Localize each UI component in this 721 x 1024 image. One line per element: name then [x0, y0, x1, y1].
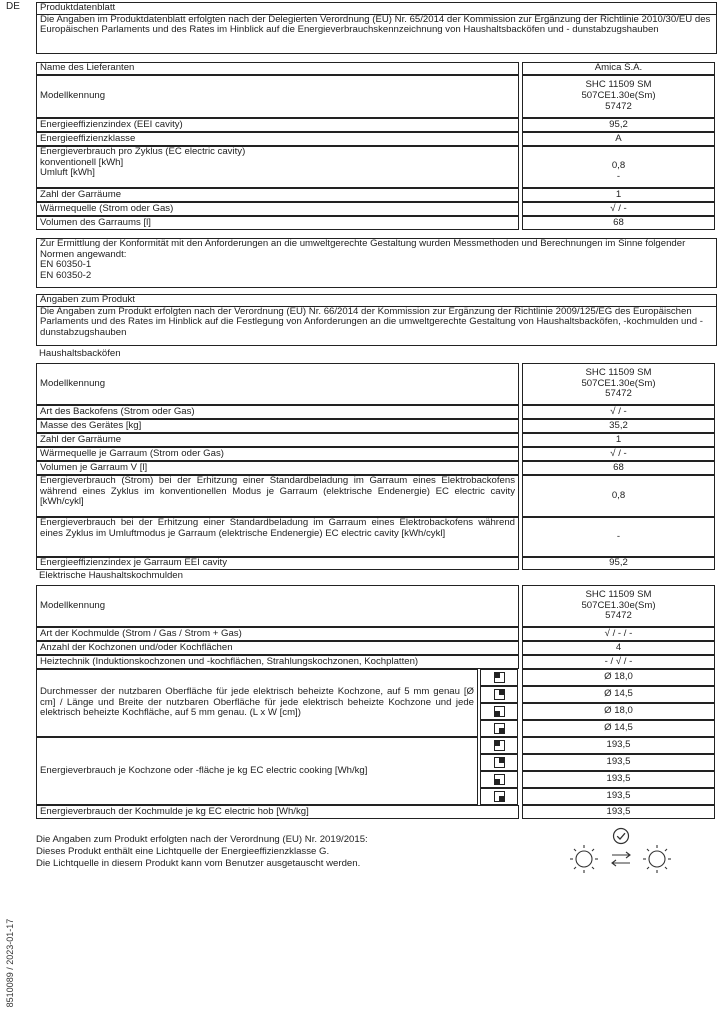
- oven-eei-value: 95,2: [522, 557, 715, 570]
- diameter-value: Ø 14,5: [522, 720, 715, 737]
- cavities-value: 1: [522, 188, 715, 202]
- heat-source-value: √ / -: [522, 202, 715, 216]
- oven-heat-label: Wärmequelle je Garraum (Strom oder Gas): [36, 447, 519, 461]
- hob-model-label: Modellkennung: [36, 585, 519, 627]
- language-code: DE: [6, 1, 20, 12]
- table-row: [36, 655, 717, 669]
- supplier-value: Amica S.A.: [522, 62, 715, 75]
- table-row: [36, 433, 717, 447]
- table-row: [36, 216, 717, 230]
- table-row: [36, 75, 717, 118]
- oven-volume-label: Volumen je Garraum V [l]: [36, 461, 519, 475]
- oven-model-label: Modellkennung: [36, 363, 519, 405]
- conventional-consumption-label: Energieverbrauch (Strom) bei der Erhitzung einer Standardbeladung im Garraum eines Elektrobackofens während eines Zyklus im konventionellen Modus je Garraum (elektrische Endenergie) EC electric cavity [kWh/cykl]: [36, 475, 519, 517]
- zone-energy-row: [36, 737, 717, 805]
- diameter-value: Ø 18,0: [522, 703, 715, 720]
- table-row: [36, 419, 717, 433]
- fan-consumption-value: -: [522, 517, 715, 557]
- zone-energy-value: 193,5: [522, 754, 715, 771]
- heat-source-label: Wärmequelle (Strom oder Gas): [36, 202, 519, 216]
- oven-model-value: SHC 11509 SM 507CE1.30e(Sm) 57472: [522, 363, 715, 405]
- check-circle-icon: [614, 829, 629, 844]
- light-source-info: [36, 834, 476, 871]
- product-info-intro: Die Angaben zum Produkt erfolgten nach der Verordnung (EU) Nr. 66/2014 der Kommission zur Ergänzung der Richtlinie 2009/125/EG des Europäischen Parlaments und des Rates im Hinblick auf die Festlegung von Anforderungen an die umweltgerechte Gestaltung von Haushaltsbacköfen, -kochmulden und -dunstabzugshauben: [40, 305, 703, 339]
- table-row: [36, 62, 717, 75]
- diameter-value: Ø 14,5: [522, 686, 715, 703]
- light-bulb-icon: [643, 845, 671, 873]
- eei-value: 95,2: [522, 118, 715, 132]
- zone-energy-value: 193,5: [522, 771, 715, 788]
- table-row: [36, 805, 717, 819]
- mass-value: 35,2: [522, 419, 715, 433]
- hob-zone-icon: [480, 788, 518, 805]
- zone-energy-value: 193,5: [522, 737, 715, 754]
- table-row: [36, 202, 717, 216]
- class-value: A: [522, 132, 715, 146]
- datasheet-title: Produktdatenblatt: [37, 3, 716, 15]
- light-replaceable-graphic: [566, 826, 676, 882]
- table-row: [36, 405, 717, 419]
- model-label: Modellkennung: [36, 75, 519, 118]
- volume-label: Volumen des Garraums [l]: [36, 216, 519, 230]
- light-line: Dieses Produkt enthält eine Lichtquelle der Energieeffizienzklasse G.: [36, 846, 330, 858]
- hob-section-title: Elektrische Haushaltskochmulden: [39, 570, 183, 581]
- oven-type-value: √ / -: [522, 405, 715, 419]
- zone-energy-label: Energieverbrauch je Kochzone oder -fläche je kg EC electric cooking [Wh/kg]: [36, 737, 478, 805]
- oven-eei-label: Energieeffizienzindex je Garraum EEI cavity: [36, 557, 519, 570]
- eei-label: Energieeffizienzindex (EEI cavity): [36, 118, 519, 132]
- table-row: [36, 557, 717, 570]
- zone-energy-values: [522, 737, 715, 805]
- heating-tech-value: - / √ / -: [522, 655, 715, 669]
- fan-consumption-label: Energieverbrauch bei der Erhitzung einer Standardbeladung im Garraum eines Elektrobackofens während eines Zyklus im Umluftmodus je Garraum (elektrische Endenergie) EC electric cavity [kWh/cykl]: [36, 517, 519, 557]
- table-row: [36, 363, 717, 405]
- table-row: [36, 641, 717, 655]
- diameter-icon-column: [480, 669, 518, 737]
- hob-model-value: SHC 11509 SM 507CE1.30e(Sm) 57472: [522, 585, 715, 627]
- model-value: SHC 11509 SM 507CE1.30e(Sm) 57472: [522, 75, 715, 118]
- consumption-label: Energieverbrauch pro Zyklus (EC electric cavity) konventionell [kWh] Umluft [kWh]: [36, 146, 519, 188]
- light-line: Die Angaben zum Produkt erfolgten nach der Verordnung (EU) Nr. 2019/2015:: [36, 834, 368, 845]
- zones-label: Anzahl der Kochzonen und/oder Kochflächen: [36, 641, 519, 655]
- table-row: [36, 447, 717, 461]
- mass-label: Masse des Gerätes [kg]: [36, 419, 519, 433]
- heating-tech-label: Heiztechnik (Induktionskochzonen und -kochflächen, Strahlungskochzonen, Kochplatten): [36, 655, 519, 669]
- light-line: Die Lichtquelle in diesem Produkt kann vom Benutzer ausgetauscht werden.: [36, 858, 361, 870]
- datasheet-intro: Die Angaben im Produktdatenblatt erfolgten nach der Delegierten Verordnung (EU) Nr. 65/2014 der Kommission zur Ergänzung der Richtlinie 2010/30/EU des Europäischen Parlaments und des Rates im Hinblick auf die Energieverbrauchskennzeichnung von Haushaltsbacköfen und - dunstabzugshauben: [40, 13, 711, 36]
- product-info-title: Angaben zum Produkt: [37, 295, 716, 307]
- oven-section-title: Haushaltsbacköfen: [39, 348, 121, 359]
- zone-energy-icon-column: [480, 737, 518, 805]
- hob-zone-icon: [480, 669, 518, 686]
- zones-value: 4: [522, 641, 715, 655]
- diameter-value: Ø 18,0: [522, 669, 715, 686]
- table-row: [36, 118, 717, 132]
- oven-cavities-label: Zahl der Garräume: [36, 433, 519, 447]
- norms-block: Zur Ermittlung der Konformität mit den Anforderungen an die umweltgerechte Gestaltung wurden Messmethoden und Berechnungen im Sinne folgender Normen angewandt: EN 60350-1 EN 60350-2: [36, 238, 717, 288]
- hob-zone-icon: [480, 771, 518, 788]
- oven-table: [36, 349, 717, 569]
- product-info-header: [36, 294, 717, 346]
- class-label: Energieeffizienzklasse: [36, 132, 519, 146]
- table-row: [36, 627, 717, 641]
- hob-zone-icon: [480, 720, 518, 737]
- document-code: 8510089 / 2023-01-17: [4, 918, 15, 1008]
- table-row: [36, 132, 717, 146]
- cavities-label: Zahl der Garräume: [36, 188, 519, 202]
- table-row: [36, 146, 717, 188]
- hob-zone-icon: [480, 686, 518, 703]
- supplier-label: Name des Lieferanten: [36, 62, 519, 75]
- light-bulb-icon: [570, 845, 598, 873]
- hob-energy-label: Energieverbrauch der Kochmulde je kg EC electric hob [Wh/kg]: [36, 805, 519, 819]
- oven-cavities-value: 1: [522, 433, 715, 447]
- table-row: [36, 517, 717, 557]
- diameter-label: Durchmesser der nutzbaren Oberfläche für jede elektrisch beheizte Kochzone, auf 5 mm genau [Ø cm] / Länge und Breite der nutzbaren Oberfläche für jede elektrisch beheizte Kochzone und jede elektrisch beheizte Kochfläche, auf 5 mm genau. (L x W [cm]): [36, 669, 478, 737]
- diameter-values: [522, 669, 715, 737]
- table-row: [36, 461, 717, 475]
- hob-table: [36, 571, 717, 821]
- diameter-row: [36, 669, 717, 737]
- datasheet-table: [36, 62, 717, 232]
- conventional-consumption-value: 0,8: [522, 475, 715, 517]
- zone-energy-value: 193,5: [522, 788, 715, 805]
- volume-value: 68: [522, 216, 715, 230]
- hob-type-value: √ / - / -: [522, 627, 715, 641]
- hob-type-label: Art der Kochmulde (Strom / Gas / Strom + Gas): [36, 627, 519, 641]
- datasheet-header: [36, 2, 717, 54]
- table-row: [36, 188, 717, 202]
- oven-heat-value: √ / -: [522, 447, 715, 461]
- hob-zone-icon: [480, 703, 518, 720]
- hob-zone-icon: [480, 754, 518, 771]
- table-row: [36, 585, 717, 627]
- hob-energy-value: 193,5: [522, 805, 715, 819]
- consumption-value: 0,8 -: [522, 146, 715, 188]
- swap-arrows-icon: [612, 852, 630, 866]
- table-row: [36, 475, 717, 517]
- oven-type-label: Art des Backofens (Strom oder Gas): [36, 405, 519, 419]
- oven-volume-value: 68: [522, 461, 715, 475]
- hob-zone-icon: [480, 737, 518, 754]
